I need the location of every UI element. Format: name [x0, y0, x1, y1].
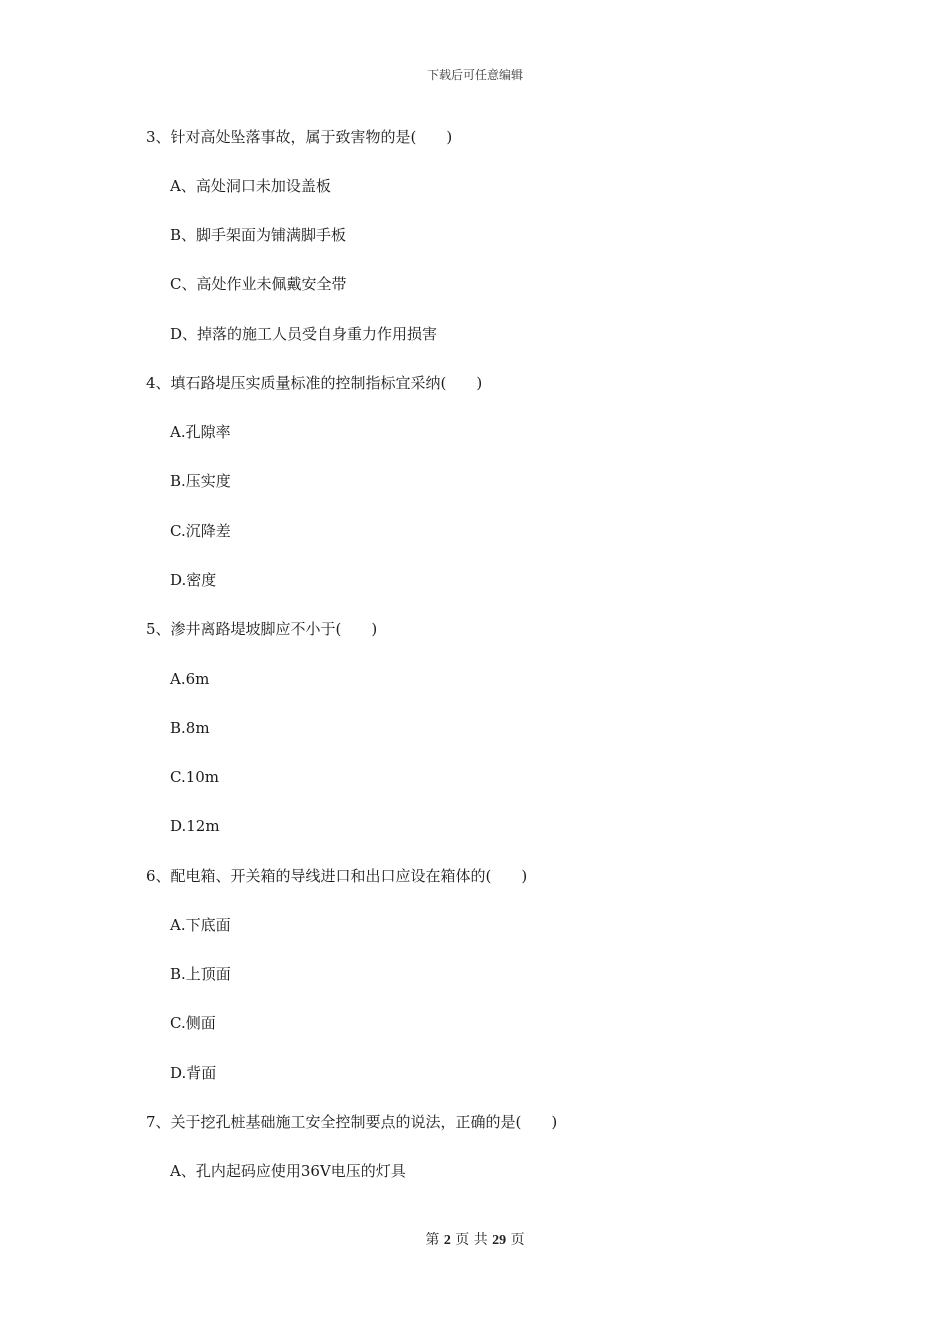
question-4-stem: 4、填石路堤压实质量标准的控制指标宜采纳( )	[146, 374, 483, 392]
current-page-number: 2	[443, 1233, 451, 1248]
footer-prefix: 第	[425, 1232, 440, 1248]
question-4-option-a: A.孔隙率	[170, 423, 231, 441]
page-footer	[0, 1229, 950, 1249]
question-7-option-a: A、孔内起码应使用36V电压的灯具	[170, 1162, 406, 1180]
question-7-stem: 7、关于挖孔桩基础施工安全控制要点的说法，正确的是( )	[146, 1113, 558, 1131]
question-3-option-c: C、高处作业未佩戴安全带	[170, 275, 347, 293]
footer-middle: 页 共	[455, 1232, 488, 1248]
page-header: 下载后可任意编辑	[426, 68, 523, 82]
total-page-number: 29	[492, 1233, 507, 1248]
question-5-option-b: B.8m	[170, 719, 210, 737]
question-3-option-a: A、高处洞口未加设盖板	[170, 177, 331, 195]
question-3-option-d: D、掉落的施工人员受自身重力作用损害	[170, 325, 438, 343]
question-6-option-a: A.下底面	[170, 916, 231, 934]
question-5-stem: 5、渗井离路堤坡脚应不小于( )	[146, 620, 378, 638]
question-4-option-c: C.沉降差	[170, 522, 231, 540]
question-5-option-a: A.6m	[170, 670, 210, 688]
question-4-option-b: B.压实度	[170, 472, 231, 490]
question-3-option-b: B、脚手架面为铺满脚手板	[170, 226, 347, 244]
footer-suffix: 页	[510, 1232, 525, 1248]
question-6-option-b: B.上顶面	[170, 965, 231, 983]
question-6-option-d: D.背面	[170, 1064, 217, 1082]
question-6-option-c: C.侧面	[170, 1014, 216, 1032]
question-6-stem: 6、配电箱、开关箱的导线进口和出口应设在箱体的( )	[146, 867, 528, 885]
question-5-option-c: C.10m	[170, 768, 220, 786]
question-5-option-d: D.12m	[170, 817, 220, 835]
question-3-stem: 3、针对高处坠落事故，属于致害物的是( )	[146, 128, 453, 146]
question-4-option-d: D.密度	[170, 571, 217, 589]
